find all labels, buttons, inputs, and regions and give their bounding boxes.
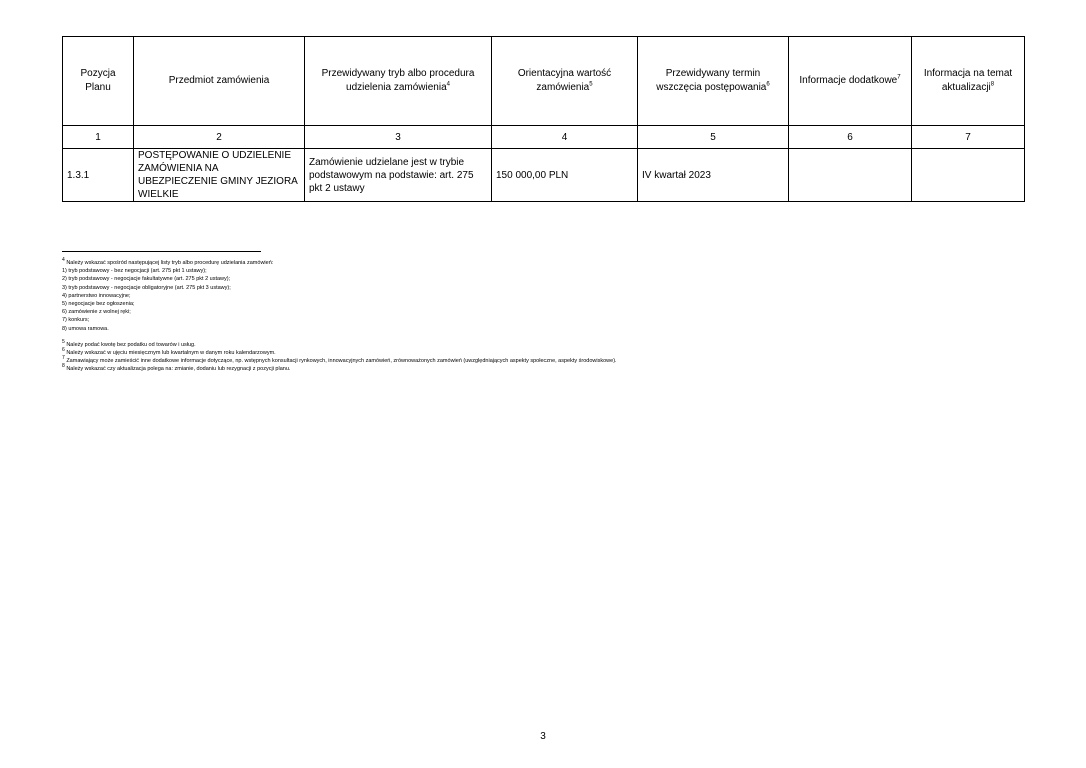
column-number: 7	[912, 126, 1025, 149]
footnote-5: $^5$ Należy podać kwotę bez podatku od towarów i usług.	[62, 339, 196, 348]
list-item: 1) tryb podstawowy - bez negocjacji (art. 275 pkt 1 ustawy);	[62, 268, 207, 275]
list-item: 5) negocjacje bez ogłoszenia;	[62, 301, 135, 308]
footnote-7: $^7$ Zamawiający może zamieścić inne dodatkowe informacje dotyczące, np. wstępnych konsultacji rynkowych, innowacyjnych zamówień, zrównoważonych zamówień (uwzględniających aspekty społeczne, aspekty środowiskowe).	[62, 355, 617, 365]
column-number-row	[63, 126, 1025, 149]
column-number: 3	[305, 126, 492, 149]
header-termin: Przewidywany termin wszczęcia postępowania$^6$	[638, 37, 789, 126]
cell-wartosc: 150 000,00 PLN	[492, 149, 638, 202]
cell-przedmiot: POSTĘPOWANIE O UDZIELENIE ZAMÓWIENIA NA UBEZPIECZENIE GMINY JEZIORA WIELKIE	[134, 149, 305, 202]
cell-pozycja: 1.3.1	[63, 149, 134, 202]
cell-termin: IV kwartał 2023	[638, 149, 789, 202]
footnote-separator	[62, 251, 261, 252]
list-item: 3) tryb podstawowy - negocjacje obligatoryjne (art. 275 pkt 3 ustawy);	[62, 284, 231, 291]
footnote-8: $^8$ Należy wskazać czy aktualizacja polega na: zmianie, dodaniu lub rezygnacji z pozycji planu.	[62, 363, 291, 373]
list-item: 2) tryb podstawowy - negocjacje fakultatywne (art. 275 pkt 2 ustawy);	[62, 276, 231, 283]
column-number: 2	[134, 126, 305, 149]
column-number: 5	[638, 126, 789, 149]
list-item: 7) konkurs;	[62, 317, 90, 324]
footnote-6: $^6$ Należy wskazać w ujęciu miesięcznym lub kwartalnym w danym roku kalendarzowym.	[62, 347, 276, 357]
footnotes	[62, 259, 1022, 374]
list-item: 4) partnerstwo innowacyjne;	[62, 292, 131, 299]
column-number: 1	[63, 126, 134, 149]
header-wartosc: Orientacyjna wartość zamówienia$^5$	[492, 37, 638, 126]
cell-aktualizacja	[912, 149, 1025, 202]
table-row	[63, 149, 1025, 202]
header-aktualizacja: Informacja na temat aktualizacji$^8$	[912, 37, 1025, 126]
table-header-row	[63, 37, 1025, 126]
column-number: 4	[492, 126, 638, 149]
page-number: 3	[540, 731, 546, 742]
cell-tryb: Zamówienie udzielane jest w trybie podstawowym na podstawie: art. 275 pkt 2 ustawy	[305, 149, 492, 202]
header-tryb: Przewidywany tryb albo procedura udzielenia zamówienia$^4$	[305, 37, 492, 126]
list-item: 8) umowa ramowa.	[62, 325, 109, 332]
header-pozycja: Pozycja Planu	[63, 37, 134, 126]
header-przedmiot: Przedmiot zamówienia	[134, 37, 305, 126]
footnote-4-list	[62, 267, 1022, 333]
cell-informacje	[789, 149, 912, 202]
footnote-4: $^4$ Należy wskazać spośród następującej listy tryb albo procedurę udzielania zamówień:	[62, 257, 274, 266]
header-informacje: Informacje dodatkowe$^7$	[789, 37, 912, 126]
column-number: 6	[789, 126, 912, 149]
list-item: 6) zamówienie z wolnej ręki;	[62, 309, 131, 316]
procurement-plan-table	[62, 36, 1025, 202]
